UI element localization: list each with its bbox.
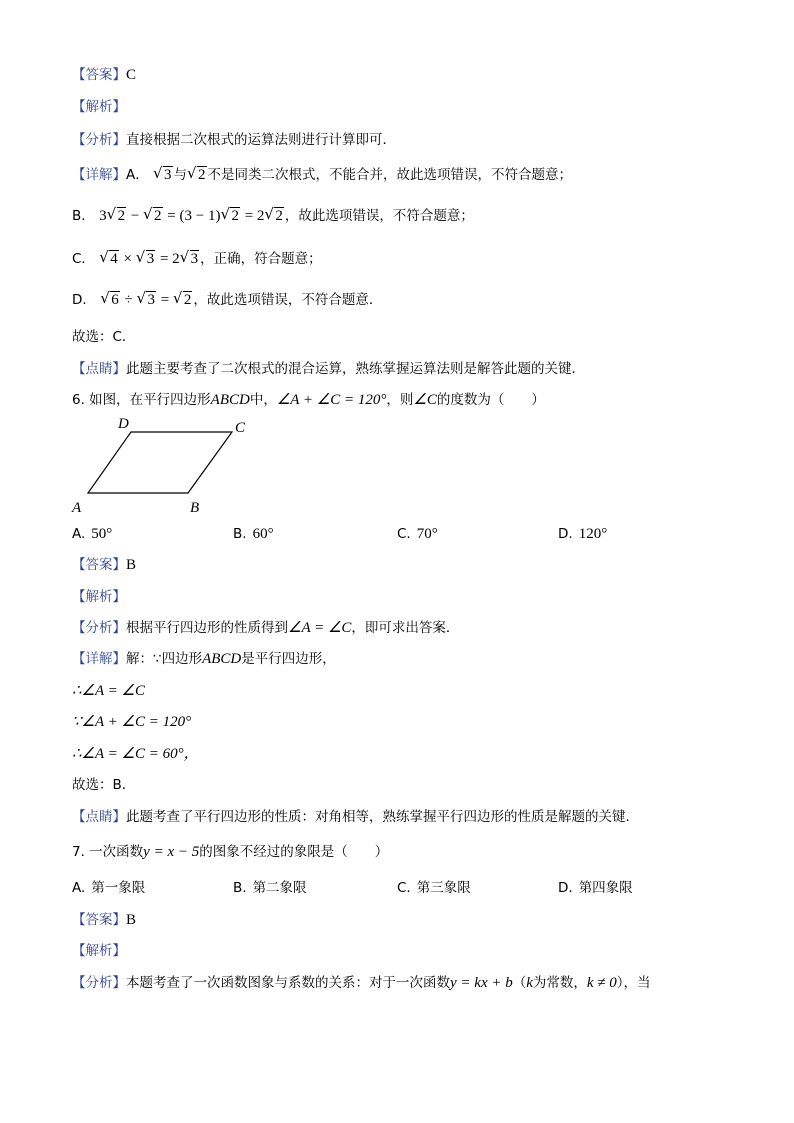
question-number-text: 6. 如图，在平行四边形	[72, 392, 211, 408]
q5-option-b-line	[72, 207, 474, 225]
option-letter: A.	[72, 880, 86, 896]
dianjing-text: 此题主要考查了二次根式的混合运算，熟练掌握运算法则是解答此题的关键．	[126, 361, 585, 377]
option-a[interactable]	[72, 525, 112, 543]
vertex-label-a: A	[72, 500, 82, 516]
sqrt-expression: √ 3	[154, 166, 173, 184]
sqrt-expression: √ 4	[100, 250, 119, 268]
q7-jiexi-heading: 【解析】	[72, 943, 126, 959]
sqrt-expression: √ 2	[265, 207, 284, 225]
coefficient: 3	[99, 208, 107, 224]
option-prefix: A．	[126, 167, 149, 183]
angle-expression: ∠A + ∠C = 120°	[276, 392, 387, 408]
option-letter: C.	[397, 526, 411, 542]
option-b[interactable]	[233, 525, 274, 543]
xiangjie-text: 解：∵四边形	[126, 651, 203, 667]
operator: ×	[119, 251, 136, 267]
stem-text: 的图象不经过的象限是（ ）	[199, 844, 389, 860]
option-letter: C.	[397, 880, 411, 896]
q6-answer-line	[72, 556, 136, 574]
q5-answer-line	[72, 66, 136, 84]
answer-tag: 【答案】	[72, 557, 126, 573]
q7-answer-line	[72, 911, 136, 929]
option-value: 第四象限	[578, 880, 633, 896]
q5-dianjing-line	[72, 360, 585, 378]
angle-c: ∠C	[413, 392, 437, 408]
sqrt-expression: √ 2	[108, 207, 127, 225]
fenxi-tag: 【分析】	[72, 620, 126, 636]
answer-tag: 【答案】	[72, 67, 126, 83]
stem-text: 中，	[249, 392, 277, 408]
option-c[interactable]	[397, 879, 471, 897]
q6-stem	[72, 391, 545, 409]
explanation-text: ，故此选项错误，不符合题意．	[193, 292, 383, 308]
parallelogram-shape	[88, 432, 232, 493]
option-d[interactable]	[558, 525, 607, 543]
sqrt-expression: √ 3	[137, 250, 156, 268]
question-number-text: 7. 一次函数	[72, 844, 144, 860]
q6-step-3: ∴∠A = ∠C = 60°，	[72, 746, 199, 762]
angle-expression: ∠A = ∠C	[288, 620, 352, 636]
q5-option-c-line	[72, 250, 322, 268]
option-letter: B.	[233, 880, 247, 896]
k-condition: k ≠ 0	[586, 975, 617, 991]
sqrt-expression: √ 2	[144, 207, 163, 225]
q7-fenxi-line	[72, 974, 651, 992]
option-letter: D.	[558, 526, 573, 542]
option-prefix: C．	[72, 251, 95, 267]
equation-part: = 2	[156, 251, 180, 267]
stem-text: ，则	[386, 392, 414, 408]
q5-jiexi-heading: 【解析】	[72, 99, 126, 115]
sqrt-expression: √ 2	[174, 291, 193, 309]
xiangjie-text: 是平行四边形，	[241, 651, 336, 667]
q6-xiangjie-line	[72, 650, 336, 668]
q5-guxuan: 故选：C．	[72, 329, 136, 345]
operator: −	[127, 208, 144, 224]
sqrt-expression: √ 2	[188, 166, 207, 184]
dianjing-text: 此题考查了平行四边形的性质：对角相等，熟练掌握平行四边形的性质是解题的关键．	[126, 809, 639, 825]
option-value: 120°	[578, 526, 608, 542]
q5-fenxi-line	[72, 131, 396, 149]
option-value: 50°	[91, 526, 113, 542]
vertex-label-c: C	[235, 420, 246, 436]
option-value: 第二象限	[252, 880, 307, 896]
option-letter: D.	[558, 880, 573, 896]
fenxi-text: 为常数，	[532, 975, 587, 991]
stem-text: 的度数为（ ）	[436, 392, 545, 408]
dianjing-tag: 【点睛】	[72, 809, 126, 825]
fenxi-text: ，即可求出答案．	[351, 620, 460, 636]
sqrt-expression: √ 2	[221, 207, 240, 225]
option-value: 70°	[416, 526, 438, 542]
quad-name: ABCD	[210, 392, 250, 408]
operator: ÷	[120, 292, 137, 308]
q6-fenxi-line	[72, 619, 459, 637]
equation-part: =	[156, 292, 173, 308]
fenxi-tag: 【分析】	[72, 975, 126, 991]
equation-part: = (3 − 1)	[163, 208, 221, 224]
xiangjie-tag: 【详解】	[72, 167, 126, 183]
xiangjie-tag: 【详解】	[72, 651, 126, 667]
explanation-text: ，故此选项错误，不符合题意；	[284, 208, 474, 224]
option-prefix: B．	[72, 208, 95, 224]
fenxi-text: 直接根据二次根式的运算法则进行计算即可．	[126, 132, 396, 148]
option-c[interactable]	[397, 525, 438, 543]
fenxi-text: 根据平行四边形的性质得到	[126, 620, 288, 636]
dianjing-tag: 【点睛】	[72, 361, 126, 377]
fenxi-text: （	[512, 975, 527, 991]
answer-tag: 【答案】	[72, 912, 126, 928]
q6-step-1: ∴∠A = ∠C	[72, 683, 145, 699]
vertex-label-d: D	[118, 416, 129, 432]
fenxi-tag: 【分析】	[72, 132, 126, 148]
option-value: 60°	[252, 526, 274, 542]
fenxi-text: ），当	[616, 975, 651, 991]
q5-xiangjie-line	[72, 166, 572, 184]
q5-option-d-line	[72, 291, 382, 309]
option-value: 第一象限	[91, 880, 146, 896]
equation-part: = 2	[240, 208, 265, 224]
sqrt-expression: √ 6	[101, 291, 120, 309]
variable-k: k	[526, 975, 533, 991]
function-expression: y = kx + b	[450, 975, 513, 991]
function-expression: y = x − 5	[143, 844, 200, 860]
q7-stem	[72, 843, 388, 861]
q6-guxuan: 故选：B．	[72, 777, 136, 793]
option-b[interactable]	[233, 879, 307, 897]
q6-dianjing-line	[72, 808, 639, 826]
answer-value: B	[126, 557, 137, 573]
option-letter: A.	[72, 526, 86, 542]
answer-value: C	[126, 67, 137, 83]
answer-value: B	[126, 912, 137, 928]
q6-jiexi-heading: 【解析】	[72, 589, 126, 605]
option-prefix: D．	[72, 292, 96, 308]
explanation-text: 不是同类二次根式，不能合并，故此选项错误，不符合题意；	[207, 167, 573, 183]
option-letter: B.	[233, 526, 247, 542]
sqrt-expression: √ 3	[181, 250, 200, 268]
quad-name: ABCD	[202, 651, 242, 667]
sqrt-expression: √ 3	[137, 291, 156, 309]
explanation-text: ，正确，符合题意；	[200, 251, 322, 267]
fenxi-text: 本题考查了一次函数图象与系数的关系：对于一次函数	[126, 975, 450, 991]
option-a[interactable]	[72, 879, 145, 897]
vertex-label-b: B	[190, 500, 200, 516]
option-value: 第三象限	[416, 880, 471, 896]
connector-text: 与	[173, 167, 188, 183]
option-d[interactable]	[558, 879, 633, 897]
q6-step-2: ∵∠A + ∠C = 120°	[72, 714, 192, 730]
